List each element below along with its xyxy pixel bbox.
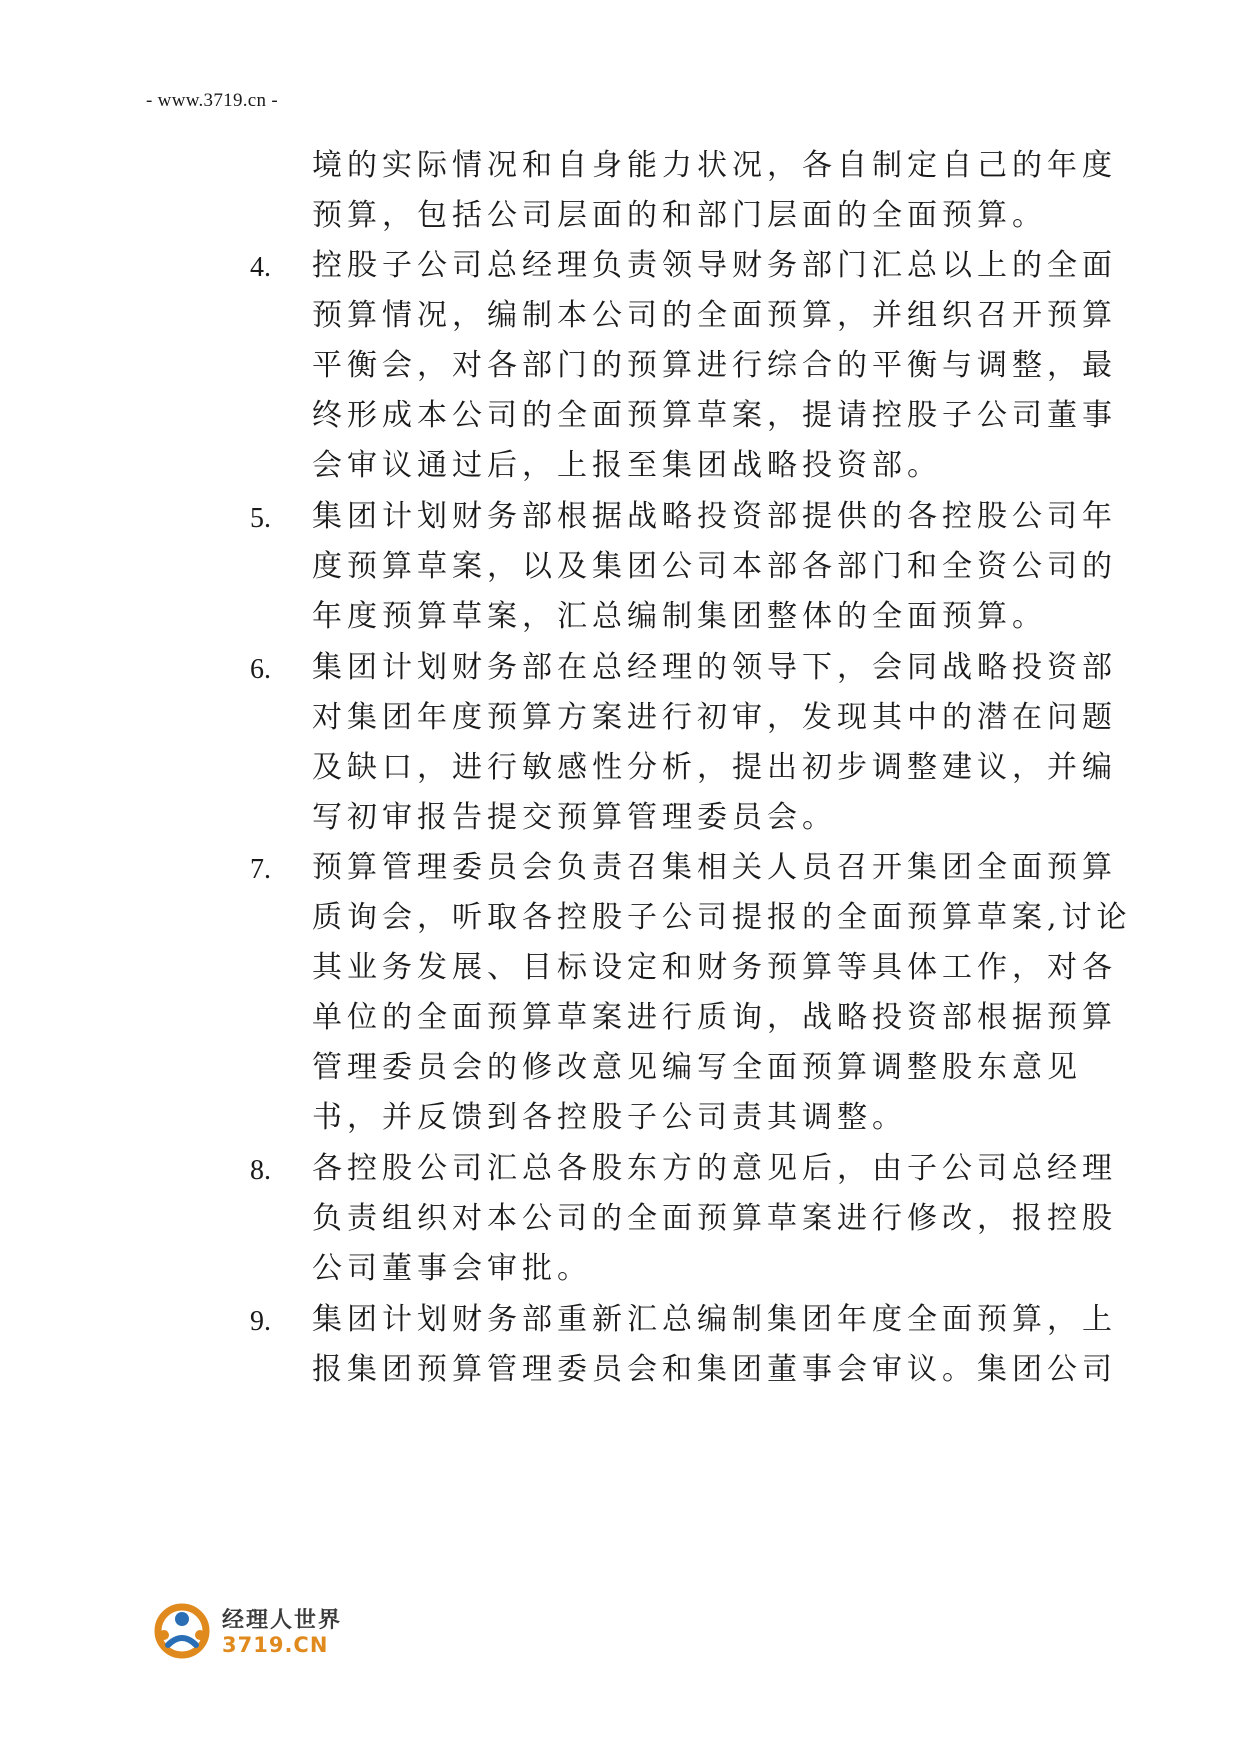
text-line: 单位的全面预算草案进行质询，战略投资部根据预算 xyxy=(312,1000,1117,1035)
text-line: 书，并反馈到各控股子公司责其调整。 xyxy=(312,1100,907,1135)
text-line: 集团计划财务部重新汇总编制集团年度全面预算，上 xyxy=(312,1302,1117,1337)
text-line: 写初审报告提交预算管理委员会。 xyxy=(312,800,837,835)
text-line: 管理委员会的修改意见编写全面预算调整股东意见 xyxy=(312,1050,1082,1085)
text-line: 负责组织对本公司的全面预算草案进行修改，报控股 xyxy=(312,1201,1117,1236)
text-line: 会审议通过后，上报至集团战略投资部。 xyxy=(312,448,942,483)
list-number: 9. xyxy=(250,1306,271,1337)
list-number: 4. xyxy=(250,252,271,283)
text-line: 集团计划财务部根据战略投资部提供的各控股公司年 xyxy=(312,499,1117,534)
text-line: 年度预算草案，汇总编制集团整体的全面预算。 xyxy=(312,599,1047,634)
text-line: 控股子公司总经理负责领导财务部门汇总以上的全面 xyxy=(312,248,1117,283)
list-number: 6. xyxy=(250,654,271,685)
text-line: 度预算草案，以及集团公司本部各部门和全资公司的 xyxy=(312,549,1117,584)
text-line: 质询会，听取各控股子公司提报的全面预算草案,讨论 xyxy=(312,900,1132,935)
logo-name-en: 3719.CN xyxy=(222,1633,329,1657)
text-line: 集团计划财务部在总经理的领导下，会同战略投资部 xyxy=(312,650,1117,685)
text-line: 终形成本公司的全面预算草案，提请控股子公司董事 xyxy=(312,398,1117,433)
site-logo xyxy=(148,1595,358,1665)
text-line: 平衡会，对各部门的预算进行综合的平衡与调整，最 xyxy=(312,348,1117,383)
text-line: 其业务发展、目标设定和财务预算等具体工作，对各 xyxy=(312,950,1117,985)
text-line: 公司董事会审批。 xyxy=(312,1251,592,1286)
page-header-site: - www.3719.cn - xyxy=(146,90,279,111)
text-line: 对集团年度预算方案进行初审，发现其中的潜在问题 xyxy=(312,700,1117,735)
list-number: 8. xyxy=(250,1155,271,1186)
text-line: 预算情况，编制本公司的全面预算，并组织召开预算 xyxy=(312,298,1117,333)
logo-name-cn: 经理人世界 xyxy=(222,1608,343,1633)
logo-mark-icon xyxy=(148,1595,218,1665)
text-line: 预算，包括公司层面的和部门层面的全面预算。 xyxy=(312,198,1047,233)
list-number: 5. xyxy=(250,503,271,534)
text-line: 预算管理委员会负责召集相关人员召开集团全面预算 xyxy=(312,850,1117,885)
text-line: 各控股公司汇总各股东方的意见后，由子公司总经理 xyxy=(312,1151,1117,1186)
text-line: 及缺口，进行敏感性分析，提出初步调整建议，并编 xyxy=(312,750,1117,785)
text-line: 境的实际情况和自身能力状况，各自制定自己的年度 xyxy=(312,148,1117,183)
text-line: 报集团预算管理委员会和集团董事会审议。集团公司 xyxy=(312,1352,1117,1387)
list-number: 7. xyxy=(250,854,271,885)
